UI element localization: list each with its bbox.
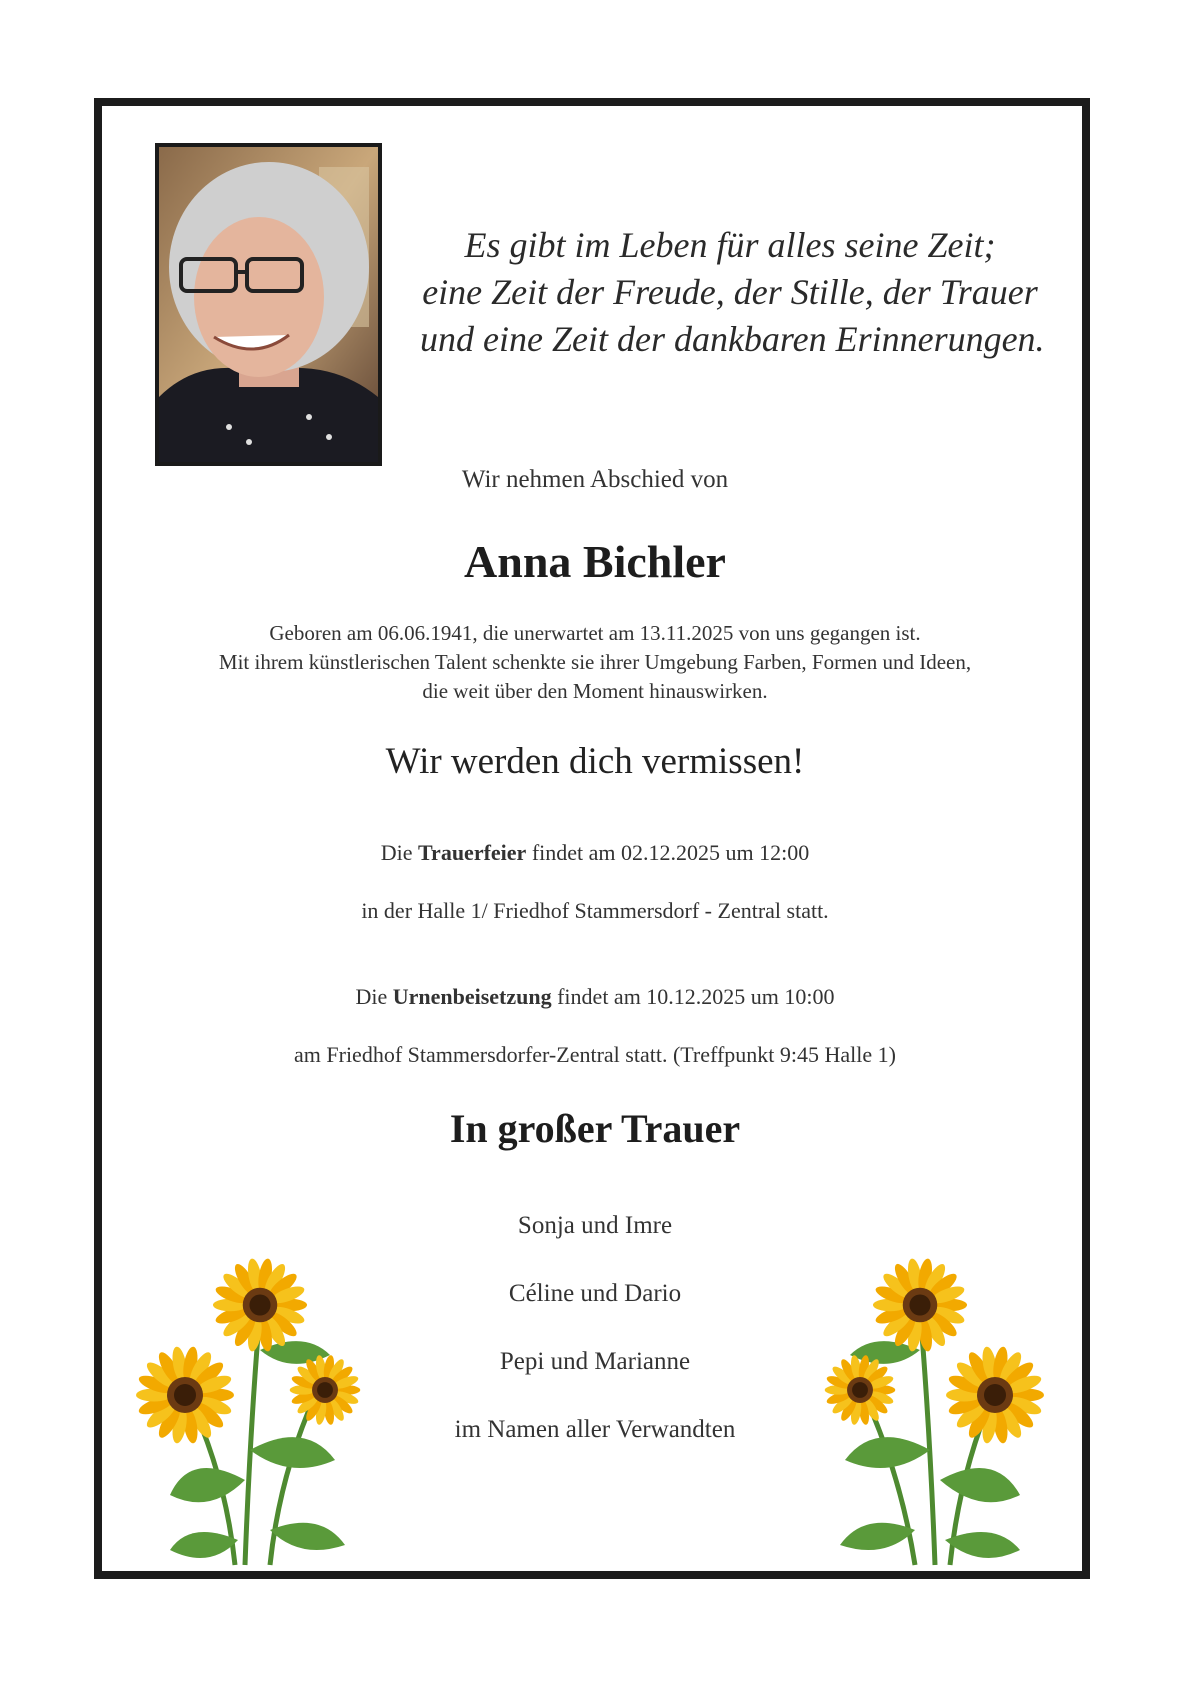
mourner-line: Pepi und Marianne	[499, 1348, 691, 1375]
ceremony-location: in der Halle 1/ Friedhof Stammersdorf - Zentral statt.	[361, 898, 829, 923]
mourner-line: Céline und Dario	[508, 1280, 682, 1307]
quote	[420, 222, 1045, 363]
mourning-heading: In großer Trauer	[449, 1106, 741, 1151]
bio-line: die weit über den Moment hinauswirken.	[422, 679, 768, 703]
biography	[100, 619, 1090, 706]
farewell-intro: Wir nehmen Abschied von	[461, 466, 729, 493]
sunflower-bouquet-icon	[820, 1250, 1060, 1570]
burial-label: Urnenbeisetzung	[392, 984, 552, 1009]
burial-location: am Friedhof Stammersdorfer-Zentral statt. (Treffpunkt 9:45 Halle 1)	[294, 1042, 896, 1067]
quote-line: eine Zeit der Freude, der Stille, der Trauer	[422, 272, 1038, 312]
mourner-line: Sonja und Imre	[517, 1212, 673, 1239]
quote-line: und eine Zeit der dankbaren Erinnerungen.	[420, 319, 1045, 359]
quote-line: Es gibt im Leben für alles seine Zeit;	[464, 225, 996, 265]
mourner-line: im Namen aller Verwandten	[454, 1416, 736, 1443]
burial-datetime: findet am 10.12.2025 um 10:00	[557, 984, 835, 1009]
ceremony-label: Trauerfeier	[418, 840, 527, 865]
burial-prefix: Die	[355, 984, 388, 1009]
ceremony-time	[100, 840, 1090, 866]
sunflower-bouquet-icon	[130, 1250, 370, 1570]
portrait-photo	[155, 143, 382, 466]
ceremony-datetime: findet am 02.12.2025 um 12:00	[531, 840, 810, 865]
deceased-name: Anna Bichler	[464, 536, 726, 587]
bio-line: Mit ihrem künstlerischen Talent schenkte sie ihrer Umgebung Farben, Formen und Ideen,	[218, 650, 972, 674]
bio-line: Geboren am 06.06.1941, die unerwartet am 13.11.2025 von uns gegangen ist.	[269, 621, 921, 645]
ceremony-prefix: Die	[380, 840, 413, 865]
burial-time	[100, 984, 1090, 1010]
miss-you-line: Wir werden dich vermissen!	[385, 741, 805, 782]
